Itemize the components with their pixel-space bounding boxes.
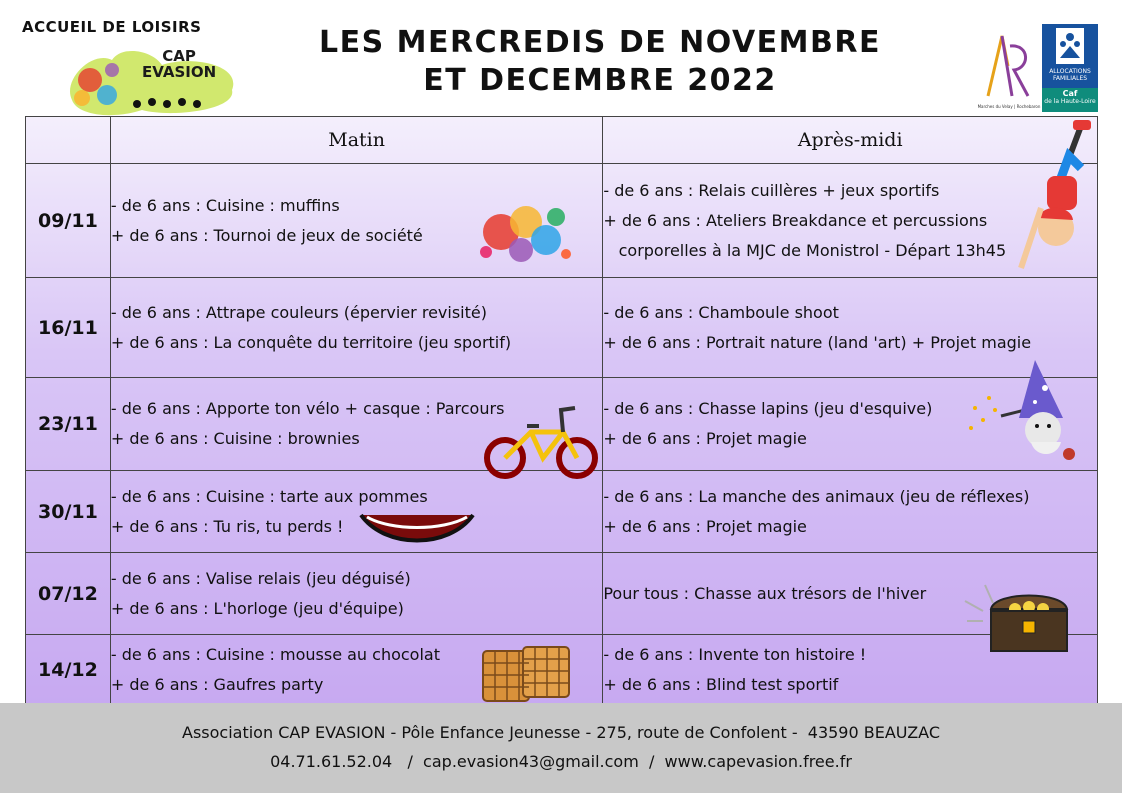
activity-line: - de 6 ans : Invente ton histoire ! [603,644,867,664]
afternoon-cell [603,635,1098,705]
afternoon-cell [603,378,1098,471]
marches-du-velay-logo-icon [980,26,1038,106]
activity-line: corporelles à la MJC de Monistrol - Départ 13h45 [603,240,1007,260]
activity-line: - de 6 ans : Valise relais (jeu déguisé) [110,568,411,588]
partner-logos [977,22,1100,114]
activity-line: + de 6 ans : La conquête du territoire (jeu sportif) [110,332,512,352]
activity-line: - de 6 ans : Cuisine : mousse au chocolat [110,644,440,664]
activity-line: + de 6 ans : Cuisine : brownies [110,429,360,448]
activity-line: - de 6 ans : Apporte ton vélo + casque : Parcours [110,399,505,418]
table-row [26,471,1098,553]
activity-line: - de 6 ans : La manche des animaux (jeu de réflexes) [603,486,1030,506]
morning-cell [110,553,602,635]
footer-address: Association CAP EVASION - Pôle Enfance Jeunesse - 275, route de Confolent - 43590 BEAUZAC [182,723,940,742]
row-date: 30/11 [26,471,111,553]
brand-name-line2: EVASION [142,63,217,81]
table-row [26,164,1098,278]
title-line-2: ET DECEMBRE 2022 [423,63,777,98]
activity-line: + de 6 ans : L'horloge (jeu d'équipe) [110,598,404,618]
activity-line: - de 6 ans : Chamboule shoot [603,302,839,322]
table-row [26,553,1098,635]
row-date: 07/12 [26,553,111,635]
partner-caption: Marches du Velay | Rochebaron [977,104,1041,109]
afternoon-cell [603,471,1098,553]
afternoon-cell [603,553,1098,635]
activity-line: + de 6 ans : Portrait nature (land 'art) + Projet magie [603,332,1032,352]
caf-family-icon [1056,28,1084,64]
column-header-afternoon: Après-midi [603,117,1098,164]
activity-line: - de 6 ans : Cuisine : muffins [110,195,340,215]
brand-name-line1: CAP [162,47,196,65]
activity-line: + de 6 ans : Tu ris, tu perds ! [110,516,344,536]
brand-top-text: ACCUEIL DE LOISIRS [22,18,202,36]
row-date: 23/11 [26,378,111,471]
brand-logo-block [22,14,252,114]
row-date: 14/12 [26,635,111,705]
activity-line: + de 6 ans : Projet magie [603,429,807,448]
table-corner-cell [26,117,111,164]
activity-line: - de 6 ans : Cuisine : tarte aux pommes [110,486,428,506]
caf-logo [1042,24,1098,112]
brand-name [142,48,216,80]
activity-line: - de 6 ans : Chasse lapins (jeu d'esquive) [603,399,933,418]
column-header-morning: Matin [110,117,602,164]
page-title [250,24,950,100]
morning-cell [110,164,602,278]
activity-line: - de 6 ans : Relais cuillères + jeux sportifs [603,180,940,200]
caf-name: Caf [1062,89,1078,98]
activity-line: Pour tous : Chasse aux trésors de l'hiver [603,583,927,603]
title-line-1: LES MERCREDIS DE NOVEMBRE [318,25,881,60]
morning-cell [110,471,602,553]
morning-cell [110,278,602,378]
activity-line: + de 6 ans : Ateliers Breakdance et percussions [603,210,988,230]
activity-line: - de 6 ans : Attrape couleurs (épervier revisité) [110,302,487,322]
morning-cell [110,635,602,705]
table-header-row [26,117,1098,164]
activity-line: + de 6 ans : Tournoi de jeux de société [110,225,423,245]
morning-cell [110,378,602,471]
schedule-table [25,116,1098,705]
caf-region-block [1042,88,1098,112]
footer [0,703,1122,793]
row-date: 09/11 [26,164,111,278]
caf-subtitle: ALLOCATIONS FAMILIALES [1049,68,1091,82]
activity-line: + de 6 ans : Projet magie [603,516,807,536]
afternoon-cell [603,164,1098,278]
caf-region: de la Haute-Loire [1044,98,1096,105]
row-date: 16/11 [26,278,111,378]
footer-contact: 04.71.61.52.04 / cap.evasion43@gmail.com / www.capevasion.free.fr [270,752,852,771]
activity-line: + de 6 ans : Blind test sportif [603,674,839,694]
activity-line: + de 6 ans : Gaufres party [110,674,324,694]
table-row [26,378,1098,471]
table-row [26,635,1098,705]
table-row [26,278,1098,378]
